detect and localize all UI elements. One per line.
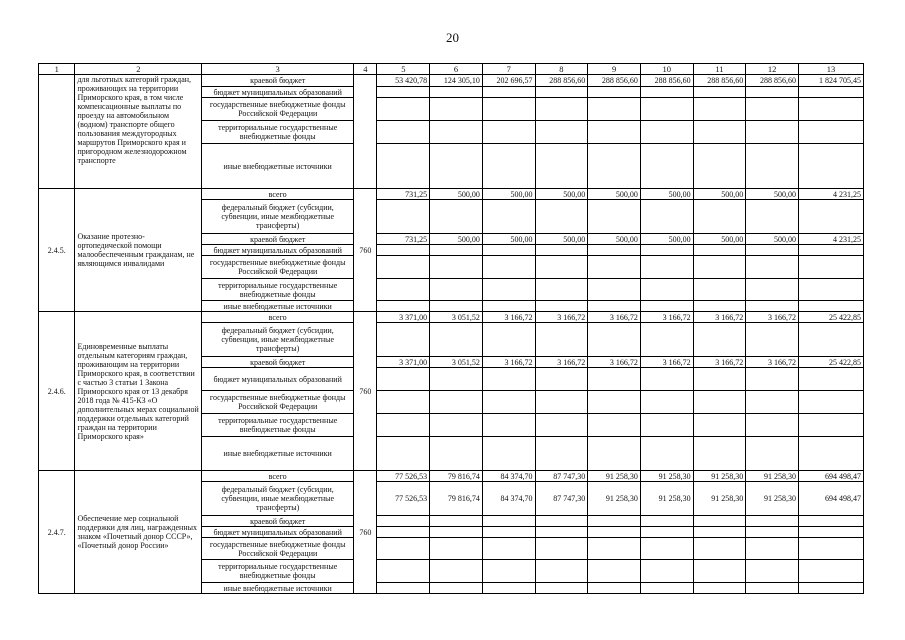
- amount-cell: 3 166,72: [482, 357, 535, 368]
- amount-cell: [535, 245, 588, 256]
- amount-cell: [640, 516, 693, 527]
- amount-cell: [746, 279, 799, 301]
- amount-cell: 694 498,47: [798, 482, 863, 516]
- item-name: Оказание протезно-ортопедической помощи малообеспеченным гражданам, не являющимся инвалидами: [75, 189, 202, 312]
- amount-cell: 91 258,30: [693, 471, 746, 482]
- amount-cell: [746, 583, 799, 594]
- amount-cell: 3 166,72: [746, 312, 799, 323]
- amount-cell: [693, 144, 746, 189]
- amount-cell: [798, 256, 863, 279]
- column-number: 11: [693, 64, 746, 75]
- amount-cell: 91 258,30: [588, 482, 641, 516]
- amount-cell: [640, 538, 693, 560]
- amount-cell: [798, 368, 863, 391]
- amount-cell: [535, 516, 588, 527]
- amount-cell: [535, 87, 588, 98]
- amount-cell: [693, 368, 746, 391]
- amount-cell: [693, 414, 746, 437]
- amount-cell: 77 526,53: [377, 471, 430, 482]
- item-number: 2.4.5.: [39, 189, 75, 312]
- amount-cell: 84 374,70: [482, 471, 535, 482]
- amount-cell: 500,00: [588, 189, 641, 200]
- amount-cell: [746, 98, 799, 121]
- column-number: 5: [377, 64, 430, 75]
- funding-source-label: бюджет муниципальных образований: [202, 87, 354, 98]
- amount-cell: [430, 560, 483, 583]
- funding-source-label: иные внебюджетные источники: [202, 437, 354, 471]
- amount-cell: [798, 414, 863, 437]
- amount-cell: [746, 560, 799, 583]
- amount-cell: [377, 245, 430, 256]
- amount-cell: [430, 121, 483, 144]
- amount-cell: [798, 516, 863, 527]
- amount-cell: [430, 245, 483, 256]
- amount-cell: [746, 245, 799, 256]
- amount-cell: [588, 301, 641, 312]
- amount-cell: [377, 144, 430, 189]
- amount-cell: [640, 437, 693, 471]
- funding-source-label: территориальные государственные внебюджетные фонды: [202, 414, 354, 437]
- funding-source-label: бюджет муниципальных образований: [202, 368, 354, 391]
- amount-cell: [377, 301, 430, 312]
- amount-cell: 288 856,60: [693, 75, 746, 87]
- funding-source-label: государственные внебюджетные фонды Российской Федерации: [202, 256, 354, 279]
- amount-cell: 91 258,30: [640, 482, 693, 516]
- amount-cell: [377, 87, 430, 98]
- amount-cell: [693, 98, 746, 121]
- table-row: [39, 75, 864, 87]
- column-number: 13: [798, 64, 863, 75]
- amount-cell: [798, 301, 863, 312]
- amount-cell: [798, 560, 863, 583]
- amount-cell: 3 166,72: [482, 312, 535, 323]
- amount-cell: 500,00: [746, 234, 799, 245]
- amount-cell: [430, 516, 483, 527]
- column-number: 3: [202, 64, 354, 75]
- amount-cell: [746, 516, 799, 527]
- amount-cell: 500,00: [430, 234, 483, 245]
- amount-cell: [588, 87, 641, 98]
- amount-cell: 3 166,72: [535, 357, 588, 368]
- amount-cell: [482, 560, 535, 583]
- amount-cell: [798, 121, 863, 144]
- funding-source-label: государственные внебюджетные фонды Российской Федерации: [202, 538, 354, 560]
- amount-cell: [482, 200, 535, 234]
- funding-source-label: краевой бюджет: [202, 516, 354, 527]
- amount-cell: [535, 368, 588, 391]
- amount-cell: [430, 200, 483, 234]
- item-name: для льготных категорий граждан, проживающих на территории Приморского края, в том числе компенсационные выплаты по проезду на автомобильном (водном) транспорте общего пользования междугородных маршрутов Приморского края и пригородном железнодорожном транспорте: [75, 75, 202, 189]
- amount-cell: [482, 245, 535, 256]
- amount-cell: [798, 391, 863, 414]
- table-row: [39, 312, 864, 323]
- amount-cell: 1 824 705,45: [798, 75, 863, 87]
- column-number: 1: [39, 64, 75, 75]
- amount-cell: [693, 87, 746, 98]
- amount-cell: 91 258,30: [746, 482, 799, 516]
- column-number: 9: [588, 64, 641, 75]
- amount-cell: [640, 323, 693, 357]
- amount-cell: [640, 583, 693, 594]
- amount-cell: [588, 245, 641, 256]
- amount-cell: [640, 98, 693, 121]
- amount-cell: 500,00: [640, 234, 693, 245]
- amount-cell: [588, 538, 641, 560]
- funding-source-label: краевой бюджет: [202, 75, 354, 87]
- amount-cell: 500,00: [693, 234, 746, 245]
- amount-cell: [535, 391, 588, 414]
- table-row: [39, 189, 864, 200]
- amount-cell: [693, 245, 746, 256]
- amount-cell: 4 231,25: [798, 189, 863, 200]
- amount-cell: [640, 391, 693, 414]
- amount-cell: [377, 323, 430, 357]
- amount-cell: [430, 437, 483, 471]
- amount-cell: [377, 121, 430, 144]
- amount-cell: [377, 538, 430, 560]
- item-number: 2.4.6.: [39, 312, 75, 471]
- amount-cell: [377, 256, 430, 279]
- amount-cell: [482, 414, 535, 437]
- amount-cell: [430, 87, 483, 98]
- amount-cell: [377, 200, 430, 234]
- amount-cell: [430, 98, 483, 121]
- amount-cell: [640, 527, 693, 538]
- amount-cell: [377, 368, 430, 391]
- amount-cell: [693, 391, 746, 414]
- amount-cell: [798, 323, 863, 357]
- amount-cell: [482, 583, 535, 594]
- amount-cell: 288 856,60: [588, 75, 641, 87]
- amount-cell: [535, 437, 588, 471]
- amount-cell: [588, 560, 641, 583]
- amount-cell: [482, 437, 535, 471]
- amount-cell: [746, 527, 799, 538]
- column-number: 12: [746, 64, 799, 75]
- amount-cell: 3 166,72: [693, 357, 746, 368]
- amount-cell: [482, 144, 535, 189]
- amount-cell: [430, 279, 483, 301]
- amount-cell: [588, 98, 641, 121]
- amount-cell: [535, 301, 588, 312]
- amount-cell: [430, 323, 483, 357]
- amount-cell: [377, 516, 430, 527]
- funding-source-label: государственные внебюджетные фонды Российской Федерации: [202, 391, 354, 414]
- amount-cell: [482, 301, 535, 312]
- amount-cell: 124 305,10: [430, 75, 483, 87]
- amount-cell: [746, 200, 799, 234]
- amount-cell: [482, 368, 535, 391]
- amount-cell: [693, 583, 746, 594]
- amount-cell: [693, 323, 746, 357]
- amount-cell: [746, 256, 799, 279]
- amount-cell: [482, 121, 535, 144]
- amount-cell: [535, 256, 588, 279]
- funding-source-label: территориальные государственные внебюджетные фонды: [202, 560, 354, 583]
- amount-cell: [640, 245, 693, 256]
- amount-cell: [535, 200, 588, 234]
- amount-cell: [482, 279, 535, 301]
- amount-cell: 3 166,72: [588, 312, 641, 323]
- amount-cell: [798, 538, 863, 560]
- amount-cell: [377, 560, 430, 583]
- amount-cell: 3 051,52: [430, 357, 483, 368]
- amount-cell: 500,00: [430, 189, 483, 200]
- amount-cell: [430, 527, 483, 538]
- amount-cell: [482, 516, 535, 527]
- amount-cell: [430, 538, 483, 560]
- item-code: 760: [354, 189, 377, 312]
- amount-cell: [535, 414, 588, 437]
- amount-cell: 500,00: [482, 189, 535, 200]
- amount-cell: [693, 538, 746, 560]
- amount-cell: [693, 437, 746, 471]
- amount-cell: [482, 391, 535, 414]
- amount-cell: 79 816,74: [430, 471, 483, 482]
- amount-cell: 288 856,60: [746, 75, 799, 87]
- funding-source-label: всего: [202, 189, 354, 200]
- amount-cell: [430, 301, 483, 312]
- amount-cell: [588, 368, 641, 391]
- amount-cell: [535, 144, 588, 189]
- funding-source-label: территориальные государственные внебюджетные фонды: [202, 121, 354, 144]
- amount-cell: [482, 87, 535, 98]
- item-code: [354, 75, 377, 189]
- amount-cell: [588, 391, 641, 414]
- amount-cell: [746, 87, 799, 98]
- item-name: Единовременные выплаты отдельным категориям граждан, проживающим на территории Приморского края, в соответствии с частью 3 статьи 1 Закона Приморского края от 13 декабря 2018 года № 415-КЗ «О дополнительных мерах социальной поддержки отдельных категорий граждан на территории Приморского края»: [75, 312, 202, 471]
- column-number: 8: [535, 64, 588, 75]
- budget-table: [38, 63, 864, 594]
- amount-cell: [482, 527, 535, 538]
- amount-cell: 500,00: [535, 189, 588, 200]
- amount-cell: [377, 437, 430, 471]
- amount-cell: [798, 527, 863, 538]
- amount-cell: 3 166,72: [693, 312, 746, 323]
- amount-cell: [482, 256, 535, 279]
- amount-cell: [535, 279, 588, 301]
- column-number: 4: [354, 64, 377, 75]
- page-number: 20: [446, 30, 459, 45]
- amount-cell: [693, 200, 746, 234]
- amount-cell: [588, 516, 641, 527]
- amount-cell: 731,25: [377, 189, 430, 200]
- amount-cell: [693, 516, 746, 527]
- amount-cell: [482, 323, 535, 357]
- amount-cell: [377, 391, 430, 414]
- amount-cell: 500,00: [640, 189, 693, 200]
- amount-cell: [430, 583, 483, 594]
- amount-cell: 288 856,60: [640, 75, 693, 87]
- amount-cell: 91 258,30: [693, 482, 746, 516]
- amount-cell: 3 166,72: [535, 312, 588, 323]
- amount-cell: [746, 301, 799, 312]
- amount-cell: [798, 87, 863, 98]
- amount-cell: [746, 391, 799, 414]
- amount-cell: [693, 121, 746, 144]
- amount-cell: [798, 279, 863, 301]
- amount-cell: [430, 414, 483, 437]
- amount-cell: [535, 560, 588, 583]
- column-number-row: [39, 64, 864, 75]
- amount-cell: 500,00: [693, 189, 746, 200]
- amount-cell: [588, 279, 641, 301]
- amount-cell: 4 231,25: [798, 234, 863, 245]
- amount-cell: 87 747,30: [535, 482, 588, 516]
- amount-cell: [746, 437, 799, 471]
- amount-cell: [588, 200, 641, 234]
- funding-source-label: иные внебюджетные источники: [202, 144, 354, 189]
- amount-cell: [693, 279, 746, 301]
- amount-cell: [798, 583, 863, 594]
- amount-cell: 53 420,78: [377, 75, 430, 87]
- funding-source-label: бюджет муниципальных образований: [202, 245, 354, 256]
- amount-cell: [693, 560, 746, 583]
- column-number: 6: [430, 64, 483, 75]
- column-number: 10: [640, 64, 693, 75]
- amount-cell: [588, 121, 641, 144]
- item-number: [39, 75, 75, 189]
- amount-cell: [535, 98, 588, 121]
- amount-cell: [588, 144, 641, 189]
- amount-cell: 500,00: [746, 189, 799, 200]
- amount-cell: 3 166,72: [588, 357, 641, 368]
- amount-cell: 77 526,53: [377, 482, 430, 516]
- amount-cell: 500,00: [482, 234, 535, 245]
- amount-cell: [430, 256, 483, 279]
- amount-cell: [798, 200, 863, 234]
- amount-cell: [640, 279, 693, 301]
- amount-cell: [640, 256, 693, 279]
- amount-cell: [640, 301, 693, 312]
- amount-cell: 694 498,47: [798, 471, 863, 482]
- funding-source-label: государственные внебюджетные фонды Российской Федерации: [202, 98, 354, 121]
- amount-cell: 25 422,85: [798, 312, 863, 323]
- amount-cell: 288 856,60: [535, 75, 588, 87]
- amount-cell: 3 371,00: [377, 357, 430, 368]
- amount-cell: [640, 121, 693, 144]
- amount-cell: [588, 414, 641, 437]
- item-code: 760: [354, 312, 377, 471]
- amount-cell: 91 258,30: [640, 471, 693, 482]
- amount-cell: [588, 527, 641, 538]
- amount-cell: [588, 323, 641, 357]
- amount-cell: [746, 414, 799, 437]
- amount-cell: 84 374,70: [482, 482, 535, 516]
- amount-cell: [430, 391, 483, 414]
- amount-cell: [798, 437, 863, 471]
- funding-source-label: федеральный бюджет (субсидии, субвенции, иные межбюджетные трансферты): [202, 200, 354, 234]
- amount-cell: [588, 437, 641, 471]
- funding-source-label: всего: [202, 471, 354, 482]
- amount-cell: 3 166,72: [640, 357, 693, 368]
- amount-cell: [535, 538, 588, 560]
- amount-cell: 25 422,85: [798, 357, 863, 368]
- item-name: Обеспечение мер социальной поддержки для лиц, награжденных знаком «Почетный донор СССР», «Почетный донор России»: [75, 471, 202, 594]
- amount-cell: 91 258,30: [746, 471, 799, 482]
- table-row: [39, 471, 864, 482]
- amount-cell: [640, 87, 693, 98]
- amount-cell: [746, 368, 799, 391]
- amount-cell: [430, 368, 483, 391]
- amount-cell: [588, 256, 641, 279]
- amount-cell: [535, 583, 588, 594]
- amount-cell: [535, 323, 588, 357]
- amount-cell: [377, 583, 430, 594]
- item-number: 2.4.7.: [39, 471, 75, 594]
- amount-cell: [693, 301, 746, 312]
- amount-cell: [640, 144, 693, 189]
- amount-cell: [482, 98, 535, 121]
- amount-cell: [746, 538, 799, 560]
- amount-cell: [746, 121, 799, 144]
- funding-source-label: федеральный бюджет (субсидии, субвенции, иные межбюджетные трансферты): [202, 323, 354, 357]
- amount-cell: [640, 368, 693, 391]
- amount-cell: [640, 560, 693, 583]
- amount-cell: [798, 98, 863, 121]
- amount-cell: [746, 323, 799, 357]
- funding-source-label: иные внебюджетные источники: [202, 583, 354, 594]
- amount-cell: [377, 279, 430, 301]
- amount-cell: 3 166,72: [746, 357, 799, 368]
- amount-cell: [377, 414, 430, 437]
- amount-cell: 500,00: [535, 234, 588, 245]
- amount-cell: [377, 98, 430, 121]
- amount-cell: 500,00: [588, 234, 641, 245]
- column-number: 2: [75, 64, 202, 75]
- amount-cell: [746, 144, 799, 189]
- amount-cell: [430, 144, 483, 189]
- funding-source-label: территориальные государственные внебюджетные фонды: [202, 279, 354, 301]
- amount-cell: 3 371,00: [377, 312, 430, 323]
- amount-cell: [693, 527, 746, 538]
- funding-source-label: иные внебюджетные источники: [202, 301, 354, 312]
- amount-cell: 79 816,74: [430, 482, 483, 516]
- funding-source-label: бюджет муниципальных образований: [202, 527, 354, 538]
- amount-cell: 91 258,30: [588, 471, 641, 482]
- amount-cell: [640, 200, 693, 234]
- amount-cell: [798, 245, 863, 256]
- amount-cell: [693, 256, 746, 279]
- funding-source-label: всего: [202, 312, 354, 323]
- amount-cell: 3 166,72: [640, 312, 693, 323]
- amount-cell: [535, 527, 588, 538]
- amount-cell: [482, 538, 535, 560]
- amount-cell: 202 696,57: [482, 75, 535, 87]
- amount-cell: [535, 121, 588, 144]
- funding-source-label: краевой бюджет: [202, 357, 354, 368]
- column-number: 7: [482, 64, 535, 75]
- item-code: 760: [354, 471, 377, 594]
- amount-cell: [377, 527, 430, 538]
- funding-source-label: федеральный бюджет (субсидии, субвенции, иные межбюджетные трансферты): [202, 482, 354, 516]
- funding-source-label: краевой бюджет: [202, 234, 354, 245]
- amount-cell: 3 051,52: [430, 312, 483, 323]
- amount-cell: 87 747,30: [535, 471, 588, 482]
- amount-cell: [798, 144, 863, 189]
- amount-cell: [640, 414, 693, 437]
- amount-cell: [588, 583, 641, 594]
- amount-cell: 731,25: [377, 234, 430, 245]
